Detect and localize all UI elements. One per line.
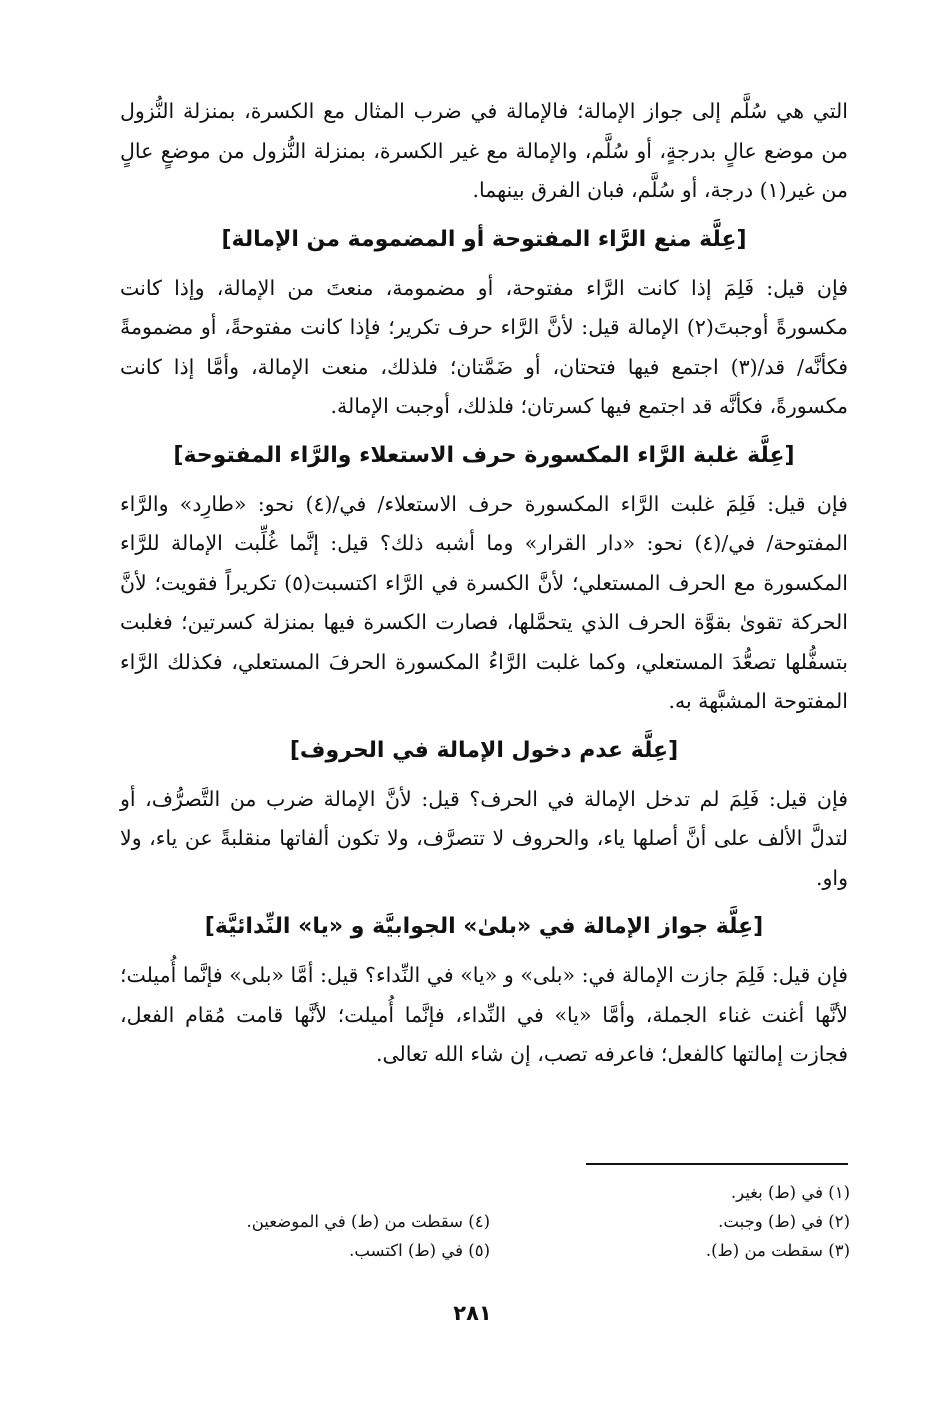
footnote-1: (١) في (ط) بغير. (730, 1183, 850, 1202)
footnote-column-left (150, 1178, 490, 1265)
footnotes (150, 1178, 850, 1265)
footnote-4: (٤) سقطت من (ط) في الموضعين. (246, 1212, 490, 1231)
section-heading-raa-kasra-dominance: [عِلَّة غلبة الرَّاء المكسورة حرف الاستعلاء والرَّاء المفتوحة] (173, 442, 795, 468)
paragraph-bala-ya: فإن قيل: فَلِمَ جازت الإمالة في: «بلى» و «يا» في النِّداء؟ قيل: أمَّا «بلى» فإنَّما أُميلت؛ لأنَّها أغنت غناء الجملة، وأمَّا «يا» في النِّداء، فإنَّما أُميلت؛ لأنَّها قامت مُقام الفعل، فجازت إمالتها كالفعل؛ فاعرفه تصب، إن شاء الله تعالى. (120, 963, 848, 1066)
page-number: ٢٨١ (453, 1301, 492, 1325)
footnote-divider (586, 1163, 848, 1165)
footnote-3: (٣) سقطت من (ط). (705, 1241, 850, 1260)
footnote-2: (٢) في (ط) وجبت. (718, 1212, 850, 1231)
section-heading-bala-ya: [عِلَّة جواز الإمالة في «بلىٰ» الجوابيَّة و «يا» النِّدائيَّة] (204, 914, 764, 939)
paragraph-no-imala-particles: فإن قيل: فَلِمَ لم تدخل الإمالة في الحرف؟ قيل: لأنَّ الإمالة ضرب من التَّصرُّف، أو لتدلَّ الألف على أنَّ أصلها ياء، والحروف لا تتصرَّف، ولا تكون ألفاتها منقلبةً عن ياء، ولا واو. (120, 786, 848, 890)
footnote-spacer (150, 1178, 490, 1207)
footnote-5: (٥) في (ط) اكتسب. (349, 1241, 490, 1260)
paragraph-raa-open-closed: فإن قيل: فَلِمَ إذا كانت الرَّاء مفتوحة، أو مضمومة، منعتَ من الإمالة، وإذا كانت مكسورةً أوجبتَ(٢) الإمالة قيل: لأنَّ الرَّاء حرف تكرير؛ فإذا كانت مفتوحةً، أو مضمومةً فكأنَّه/ قد/(٣) اجتمع فيها فتحتان، أو ضَمَّتان؛ فلذلك، منعت الإمالة، وأمَّا إذا كانت مكسورةً، فكأنَّه قد اجتمع فيها كسرتان؛ فلذلك، أوجبت الإمالة. (120, 275, 848, 418)
section-heading-raa-open-closed: [عِلَّة منع الرَّاء المفتوحة أو المضمومة من الإمالة] (221, 226, 747, 252)
paragraph-raa-kasra-dominance: فإن قيل: فَلِمَ غلبت الرَّاء المكسورة حرف الاستعلاء/ في/(٤) نحو: «طارِد» والرَّاء المفتوحة/ في/(٤) نحو: «دار القرار» وما أشبه ذلك؟ قيل: إنَّما غُلِّبت الإمالة للرَّاء المكسورة مع الحرف المستعلي؛ لأنَّ الكسرة في الرَّاء اكتسبت(٥) تكريراً فقويت؛ لأنَّ الحركة تقوىٰ بقوَّة الحرف الذي يتحمَّلها، فصارت الكسرة فيها بمنزلة كسرتين؛ فغلبت بتسفُّلها تصعُّدَ المستعلي، وكما غلبت الرَّاءُ المكسورة الحرفَ المستعلي، فكذلك الرَّاء المفتوحة المشبَّهة به. (120, 491, 848, 713)
paragraph-intro: التي هي سُلَّم إلى جواز الإمالة؛ فالإمالة في ضرب المثال مع الكسرة، بمنزلة النُّزول من موضع عالٍ بدرجةٍ، أو سُلَّم، والإمالة مع غير الكسرة، بمنزلة النُّزول من موضعٍ عالٍ من غير(١) درجة، أو سُلَّم، فبان الفرق بينهما. (120, 99, 848, 202)
section-heading-no-imala-particles: [عِلَّة عدم دخول الإمالة في الحروف] (289, 737, 679, 763)
page-body (120, 92, 848, 1075)
footnote-column-right (490, 1178, 850, 1265)
